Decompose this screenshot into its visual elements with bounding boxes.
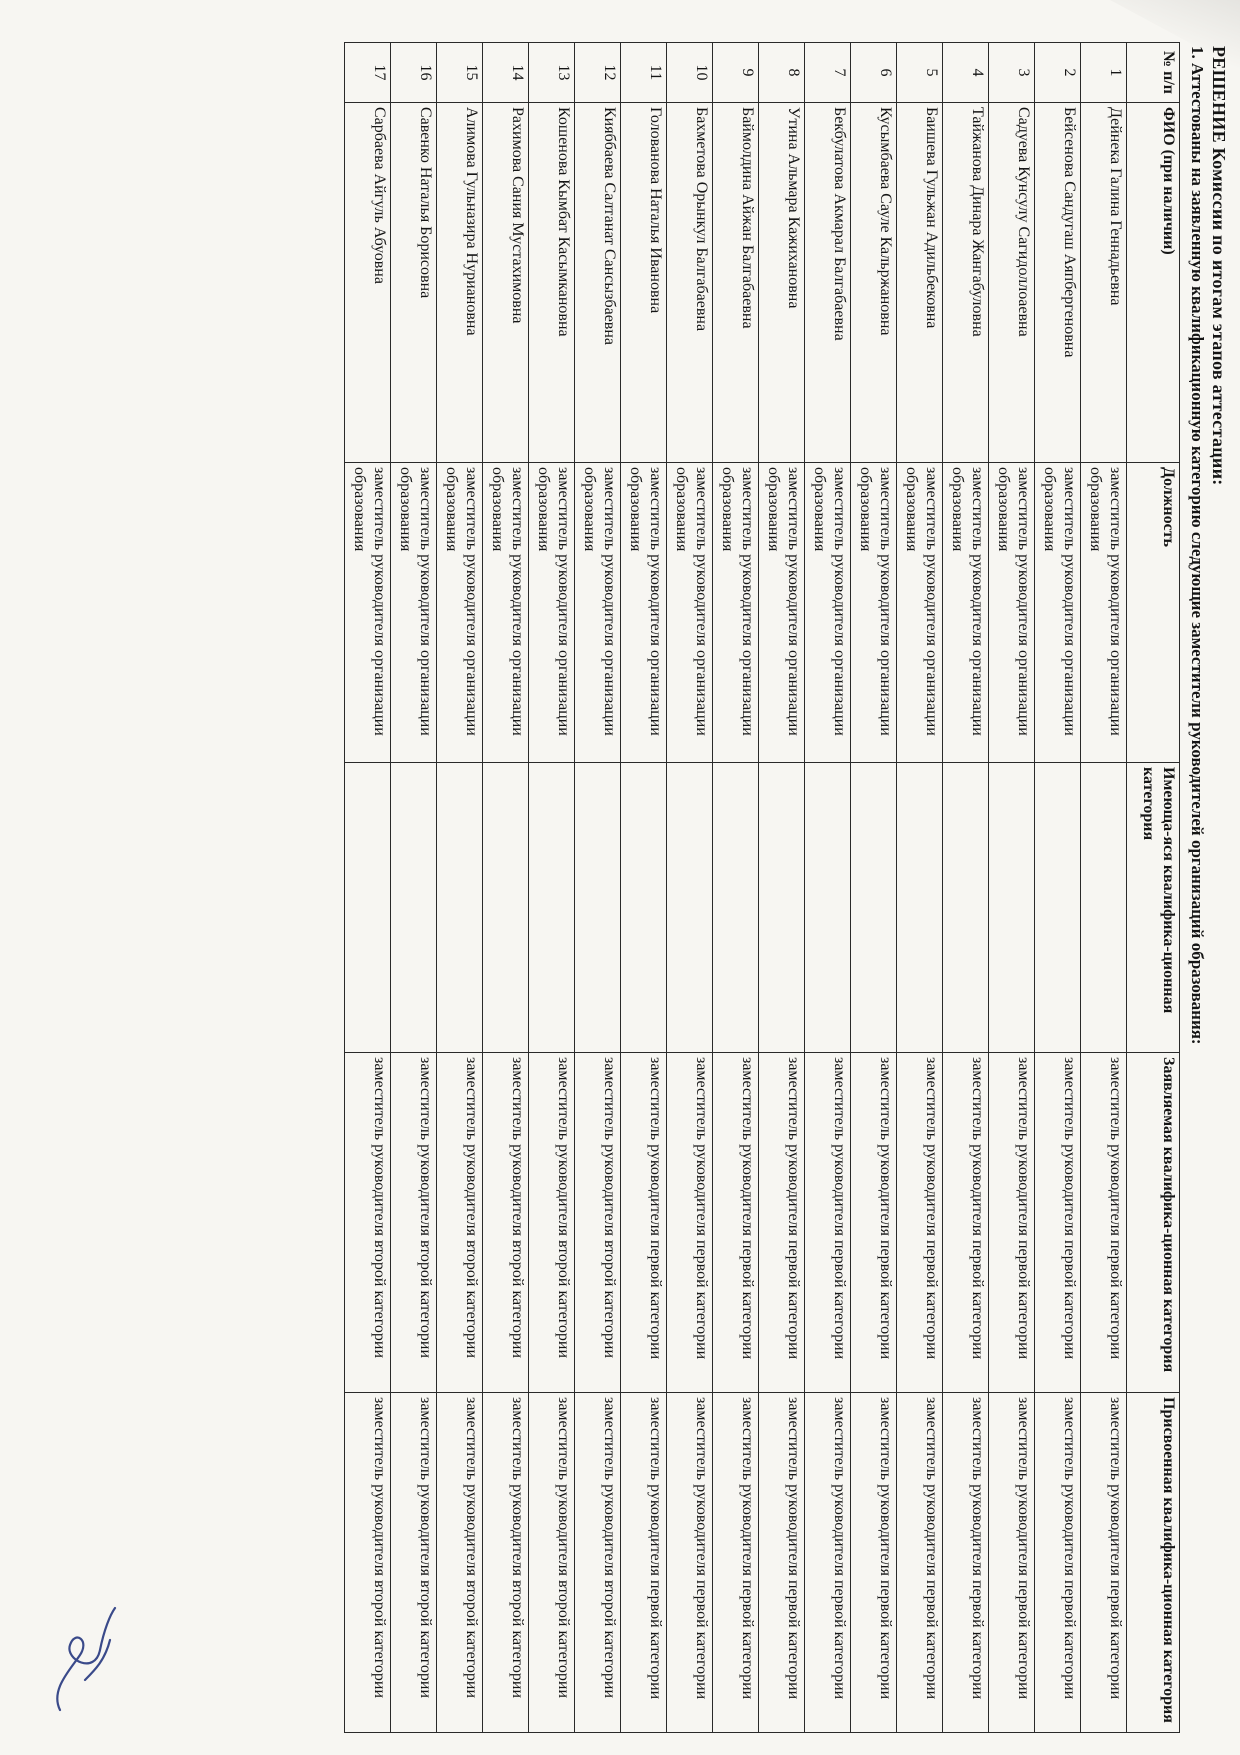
cell-position: заместитель руководителя организации образования — [989, 463, 1035, 763]
cell-position: заместитель руководителя организации образования — [621, 463, 667, 763]
cell-existing-category — [851, 763, 897, 1053]
cell-declared-category: заместитель руководителя первой категории — [943, 1053, 989, 1393]
cell-assigned-category: заместитель руководителя второй категории — [575, 1393, 621, 1733]
cell-declared-category: заместитель руководителя первой категории — [805, 1053, 851, 1393]
cell-name: Голованова Наталья Ивановна — [621, 103, 667, 463]
cell-position: заместитель руководителя организации образования — [1081, 463, 1127, 763]
cell-existing-category — [621, 763, 667, 1053]
cell-number: 8 — [759, 43, 805, 103]
table-row — [805, 43, 851, 1733]
table-row — [943, 43, 989, 1733]
table-row — [713, 43, 759, 1733]
cell-existing-category — [1081, 763, 1127, 1053]
cell-existing-category — [667, 763, 713, 1053]
cell-number: 14 — [483, 43, 529, 103]
cell-name: Кошенова Кымбат Касымкановна — [529, 103, 575, 463]
header-declared-category: Заявляемая квалифика-ционная категория — [1127, 1053, 1180, 1393]
cell-name: Баймолдина Айжан Балгабаевна — [713, 103, 759, 463]
header-name: ФИО (при наличии) — [1127, 103, 1180, 463]
table-row — [1035, 43, 1081, 1733]
cell-position: заместитель руководителя организации образования — [805, 463, 851, 763]
cell-declared-category: заместитель руководителя первой категории — [989, 1053, 1035, 1393]
cell-existing-category — [897, 763, 943, 1053]
signature-mark — [40, 1600, 130, 1720]
cell-position: заместитель руководителя организации образования — [391, 463, 437, 763]
cell-number: 5 — [897, 43, 943, 103]
cell-name: Бейсенова Сандугаш Аяпбергеновна — [1035, 103, 1081, 463]
cell-position: заместитель руководителя организации образования — [483, 463, 529, 763]
cell-position: заместитель руководителя организации образования — [437, 463, 483, 763]
cell-declared-category: заместитель руководителя первой категории — [667, 1053, 713, 1393]
cell-assigned-category: заместитель руководителя первой категории — [805, 1393, 851, 1733]
cell-number: 4 — [943, 43, 989, 103]
attestation-table — [344, 42, 1180, 1733]
table-row — [667, 43, 713, 1733]
cell-name: Бекбулатова Акмарал Балгабаевна — [805, 103, 851, 463]
cell-assigned-category: заместитель руководителя второй категории — [483, 1393, 529, 1733]
cell-position: заместитель руководителя организации образования — [529, 463, 575, 763]
cell-assigned-category: заместитель руководителя первой категории — [713, 1393, 759, 1733]
table-row — [621, 43, 667, 1733]
cell-position: заместитель руководителя организации образования — [759, 463, 805, 763]
cell-declared-category: заместитель руководителя второй категории — [575, 1053, 621, 1393]
cell-declared-category: заместитель руководителя первой категории — [621, 1053, 667, 1393]
cell-number: 13 — [529, 43, 575, 103]
cell-existing-category — [529, 763, 575, 1053]
cell-assigned-category: заместитель руководителя первой категории — [1081, 1393, 1127, 1733]
cell-declared-category: заместитель руководителя второй категории — [483, 1053, 529, 1393]
cell-position: заместитель руководителя организации образования — [345, 463, 391, 763]
cell-number: 7 — [805, 43, 851, 103]
cell-name: Кияббаева Салтанат Сансызбаевна — [575, 103, 621, 463]
cell-number: 16 — [391, 43, 437, 103]
cell-name: Сарбаева Айгуль Абуовна — [345, 103, 391, 463]
table-row — [391, 43, 437, 1733]
cell-assigned-category: заместитель руководителя первой категории — [943, 1393, 989, 1733]
table-body — [345, 43, 1127, 1733]
cell-position: заместитель руководителя организации образования — [1035, 463, 1081, 763]
cell-declared-category: заместитель руководителя первой категории — [897, 1053, 943, 1393]
table-header-row — [1127, 43, 1180, 1733]
cell-position: заместитель руководителя организации образования — [713, 463, 759, 763]
cell-declared-category: заместитель руководителя первой категории — [1035, 1053, 1081, 1393]
cell-existing-category — [391, 763, 437, 1053]
cell-position: заместитель руководителя организации образования — [667, 463, 713, 763]
cell-assigned-category: заместитель руководителя второй категории — [391, 1393, 437, 1733]
cell-name: Садуева Кунсулу Сагидоллоаевна — [989, 103, 1035, 463]
cell-assigned-category: заместитель руководителя второй категории — [529, 1393, 575, 1733]
cell-declared-category: заместитель руководителя второй категории — [345, 1053, 391, 1393]
cell-existing-category — [759, 763, 805, 1053]
cell-name: Савенко Наталья Борисовна — [391, 103, 437, 463]
rotated-content — [60, 42, 1230, 1732]
cell-existing-category — [1035, 763, 1081, 1053]
cell-number: 10 — [667, 43, 713, 103]
cell-declared-category: заместитель руководителя второй категории — [529, 1053, 575, 1393]
cell-assigned-category: заместитель руководителя второй категории — [345, 1393, 391, 1733]
header-position: Должность — [1127, 463, 1180, 763]
section-heading: 1. Аттестованы на заявленную квалификационную категорию следующие заместители руководителей организаций образования: — [1188, 46, 1207, 1045]
cell-existing-category — [805, 763, 851, 1053]
cell-name: Тайжанова Динара Жангабуловна — [943, 103, 989, 463]
table-row — [345, 43, 391, 1733]
cell-number: 15 — [437, 43, 483, 103]
cell-assigned-category: заместитель руководителя первой категории — [989, 1393, 1035, 1733]
cell-position: заместитель руководителя организации образования — [897, 463, 943, 763]
table-row — [759, 43, 805, 1733]
cell-existing-category — [575, 763, 621, 1053]
cell-position: заместитель руководителя организации образования — [851, 463, 897, 763]
cell-existing-category — [713, 763, 759, 1053]
cell-number: 11 — [621, 43, 667, 103]
cell-existing-category — [345, 763, 391, 1053]
cell-assigned-category: заместитель руководителя первой категории — [621, 1393, 667, 1733]
cell-number: 6 — [851, 43, 897, 103]
cell-declared-category: заместитель руководителя второй категории — [391, 1053, 437, 1393]
header-assigned-category: Присвоенная квалифика-ционная категория — [1127, 1393, 1180, 1733]
cell-declared-category: заместитель руководителя первой категории — [713, 1053, 759, 1393]
cell-name: Кусымбаева Сауле Кальржановна — [851, 103, 897, 463]
cell-name: Утина Альмара Кажихановна — [759, 103, 805, 463]
table-row — [575, 43, 621, 1733]
cell-assigned-category: заместитель руководителя первой категории — [759, 1393, 805, 1733]
cell-assigned-category: заместитель руководителя первой категории — [667, 1393, 713, 1733]
table-row — [437, 43, 483, 1733]
cell-name: Баишева Гульжан Адильбековна — [897, 103, 943, 463]
cell-number: 17 — [345, 43, 391, 103]
cell-position: заместитель руководителя организации образования — [943, 463, 989, 763]
cell-name: Бахметова Орынкул Балгабаевна — [667, 103, 713, 463]
table-row — [483, 43, 529, 1733]
cell-number: 12 — [575, 43, 621, 103]
document-title: РЕШЕНИЕ Комиссии по итогам этапов аттестации: — [1209, 46, 1229, 486]
table-row — [851, 43, 897, 1733]
cell-existing-category — [437, 763, 483, 1053]
cell-position: заместитель руководителя организации образования — [575, 463, 621, 763]
table-row — [1081, 43, 1127, 1733]
table-row — [989, 43, 1035, 1733]
cell-number: 2 — [1035, 43, 1081, 103]
header-existing-category: Имеюща-яся квалифика-ционная категория — [1127, 763, 1180, 1053]
cell-declared-category: заместитель руководителя первой категории — [851, 1053, 897, 1393]
cell-existing-category — [943, 763, 989, 1053]
cell-declared-category: заместитель руководителя первой категории — [1081, 1053, 1127, 1393]
cell-assigned-category: заместитель руководителя второй категории — [437, 1393, 483, 1733]
cell-assigned-category: заместитель руководителя первой категории — [897, 1393, 943, 1733]
cell-name: Рахимова Сания Мустахимовна — [483, 103, 529, 463]
cell-declared-category: заместитель руководителя первой категории — [759, 1053, 805, 1393]
table-row — [897, 43, 943, 1733]
cell-number: 3 — [989, 43, 1035, 103]
cell-declared-category: заместитель руководителя второй категории — [437, 1053, 483, 1393]
cell-name: Алимова Гульназира Нуриановна — [437, 103, 483, 463]
cell-existing-category — [989, 763, 1035, 1053]
cell-number: 1 — [1081, 43, 1127, 103]
cell-assigned-category: заместитель руководителя первой категории — [851, 1393, 897, 1733]
table-row — [529, 43, 575, 1733]
header-number: № п/п — [1127, 43, 1180, 103]
cell-existing-category — [483, 763, 529, 1053]
cell-assigned-category: заместитель руководителя первой категории — [1035, 1393, 1081, 1733]
cell-number: 9 — [713, 43, 759, 103]
cell-name: Дейнека Галина Геннадьевна — [1081, 103, 1127, 463]
